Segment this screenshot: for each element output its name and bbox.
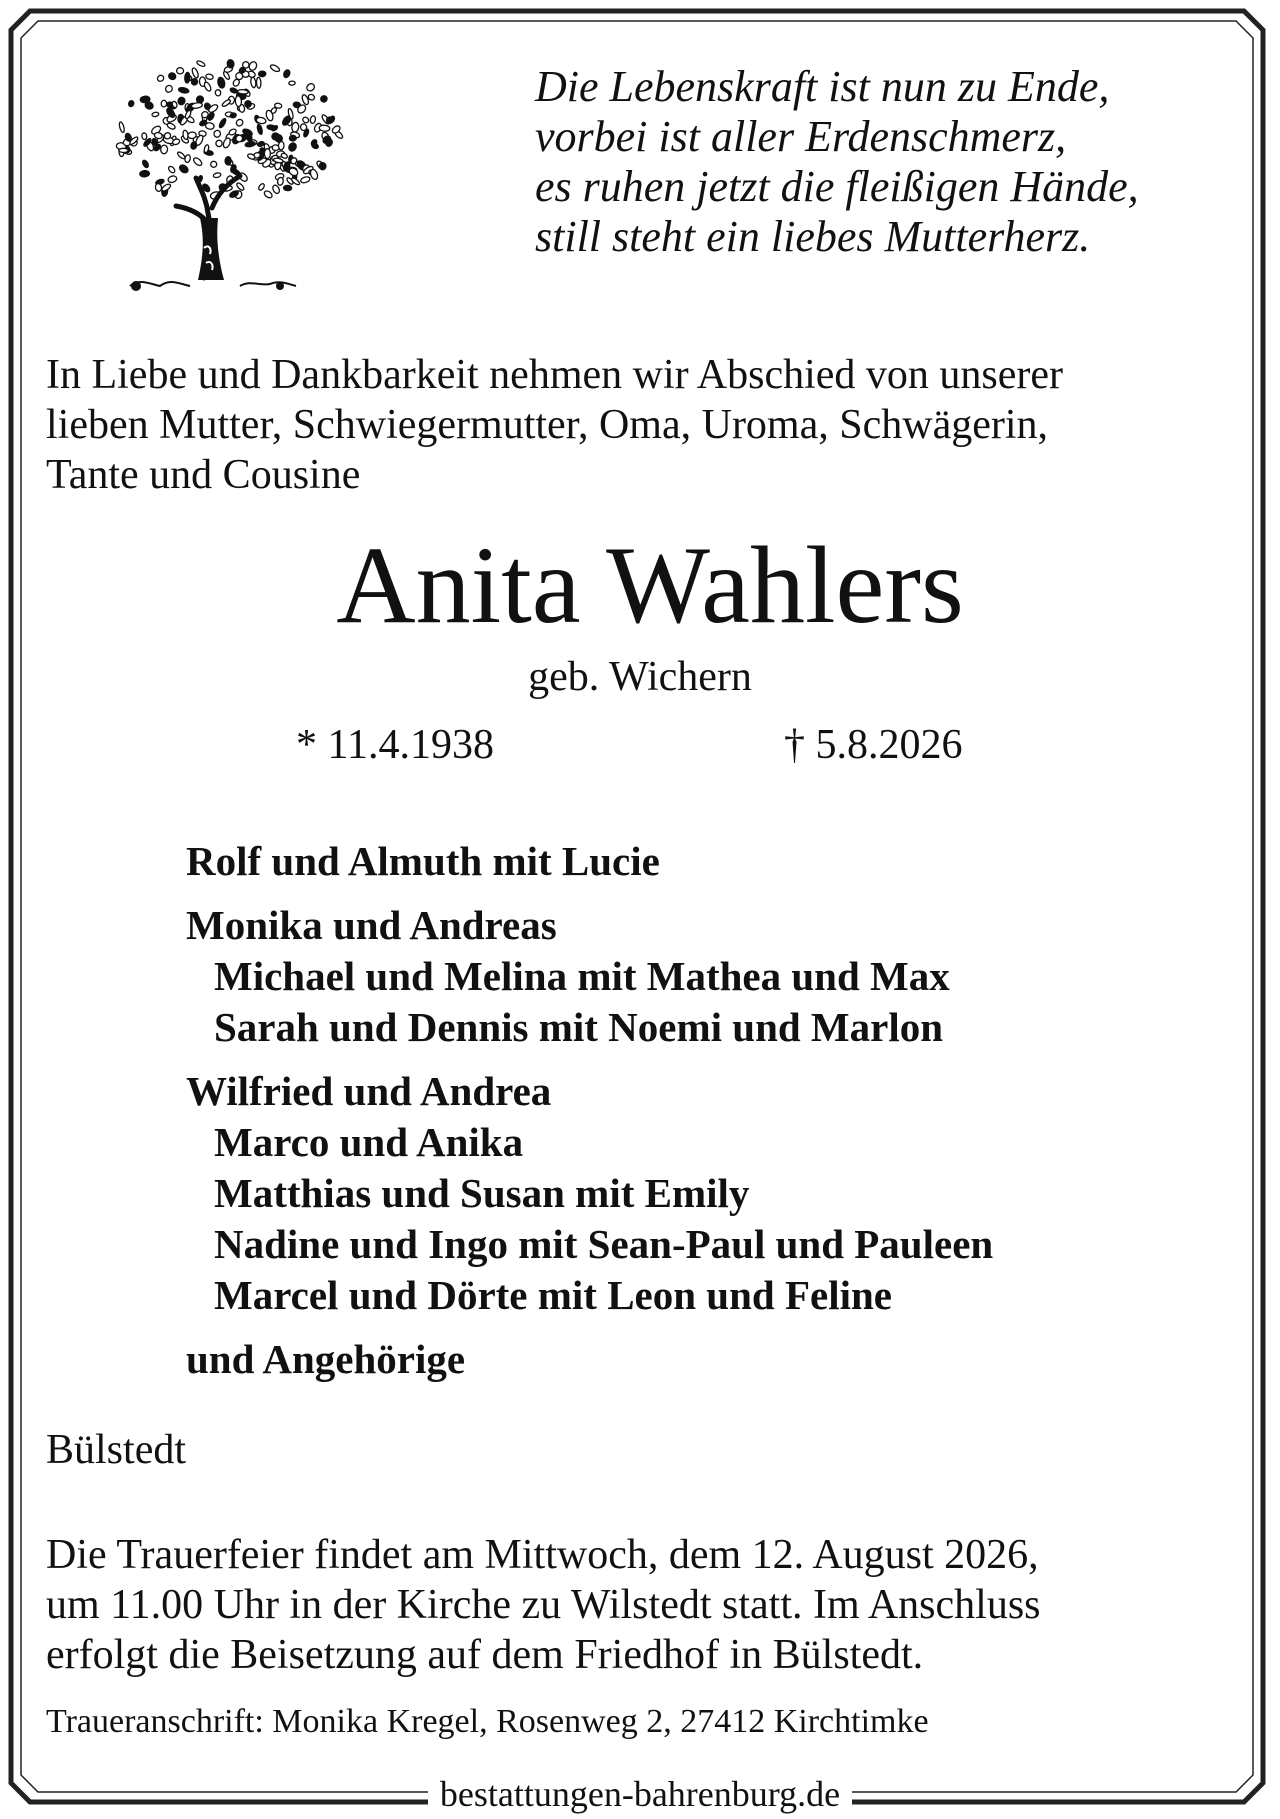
tree-leaf: [305, 82, 315, 92]
tree-leaf: [128, 100, 135, 107]
tree-leaf: [209, 160, 217, 168]
footer-website: bestattungen-bahrenburg.de: [428, 1774, 852, 1814]
tree-leaf: [310, 115, 316, 123]
footer: [0, 1772, 1280, 1816]
family-group: [186, 836, 993, 887]
tree-leaf: [222, 137, 232, 149]
tree-leaf: [213, 130, 221, 138]
family-group-head: Rolf und Almuth mit Lucie: [186, 838, 660, 884]
poem: [535, 62, 1139, 262]
tree-leaf: [140, 170, 150, 177]
tree-leaf: [275, 134, 283, 142]
tree-leaf: [289, 81, 296, 85]
tree-drawing: [100, 48, 360, 296]
tree-leaf: [250, 77, 256, 88]
tree-leaf: [215, 89, 221, 96]
family-closing: und Angehörige: [186, 1336, 466, 1382]
tree-leaf: [119, 148, 128, 152]
tree-leaf: [237, 89, 248, 94]
family-member: Marco und Anika: [214, 1119, 524, 1165]
tree-leaf: [177, 96, 186, 105]
tree-leaf: [300, 176, 311, 184]
tree-leaf: [118, 121, 125, 132]
place: Bülstedt: [46, 1427, 187, 1473]
tree-leaf: [302, 116, 310, 124]
tree-leaf: [203, 81, 212, 92]
tree-leaf: [156, 74, 164, 82]
tree-leaf: [167, 72, 176, 81]
ceremony-line: erfolgt die Beisetzung auf dem Friedhof in Bülstedt.: [46, 1632, 924, 1678]
tree-leaf: [167, 175, 177, 184]
tree-leaf: [280, 152, 288, 159]
ceremony-line: Die Trauerfeier findet am Mittwoch, dem 12. August 2026,: [46, 1532, 1039, 1578]
tree-leaf: [191, 67, 199, 78]
ceremony-text: [46, 1530, 1041, 1680]
tree-leaf: [196, 60, 206, 68]
tree-leaf: [221, 99, 231, 108]
tree-leaf: [259, 71, 266, 77]
death-date: † 5.8.2026: [784, 722, 963, 768]
intro-line: In Liebe und Dankbarkeit nehmen wir Abschied von unserer: [46, 352, 1064, 398]
family-group-head: Wilfried und Andrea: [186, 1068, 552, 1114]
tree-leaf: [141, 133, 147, 140]
tree-leaf: [274, 103, 282, 109]
poem-line: vorbei ist aller Erdenschmerz,: [535, 112, 1067, 161]
tree-leaf: [178, 163, 189, 174]
family-group: [186, 1066, 993, 1321]
tree-leaf: [140, 96, 150, 103]
tree-leaf: [161, 183, 172, 192]
ceremony-line: um 11.00 Uhr in der Kirche zu Wilstedt statt. Im Anschluss: [46, 1582, 1041, 1628]
tree-leaf: [236, 182, 245, 192]
tree-leaf: [205, 73, 213, 80]
family-member: Sarah und Dennis mit Noemi und Marlon: [214, 1004, 944, 1050]
tree-leaf: [287, 142, 297, 153]
tree-leaf: [311, 143, 319, 150]
tree-leaf: [164, 84, 173, 93]
tree-leaf: [277, 177, 284, 186]
tree-leaf: [217, 77, 226, 89]
tree-leaf: [319, 94, 328, 103]
tree-leaf: [258, 183, 266, 191]
intro-line: lieben Mutter, Schwiegermutter, Oma, Uroma, Schwägerin,: [46, 402, 1049, 448]
tree-icon: [100, 48, 360, 296]
tree-leaf: [272, 145, 279, 151]
tree-leaf: [319, 162, 326, 170]
tree-leaf: [256, 124, 263, 135]
tree-leaf: [187, 132, 196, 139]
intro-line: Tante und Cousine: [46, 452, 361, 498]
poem-line: Die Lebenskraft ist nun zu Ende,: [535, 62, 1110, 111]
tree-leaf: [184, 154, 191, 163]
tree-leaf: [213, 172, 221, 178]
tree-leaf: [152, 112, 159, 117]
family-group: [186, 900, 993, 1053]
tree-leaf: [166, 122, 176, 130]
tree-leaf: [283, 69, 291, 79]
tree-leaf: [291, 122, 299, 132]
tree-leaf: [319, 125, 330, 132]
poem-line: still steht ein liebes Mutterherz.: [535, 212, 1091, 261]
tree-leaf: [264, 149, 270, 159]
tree-leaf: [190, 141, 197, 150]
tree-leaf: [235, 96, 242, 107]
family-member: Nadine und Ingo mit Sean-Paul und Pauleen: [214, 1221, 994, 1267]
tree-leaf: [263, 190, 273, 200]
tree-leaf: [184, 72, 190, 83]
tree-leaf: [176, 67, 183, 74]
tree-leaf: [256, 77, 261, 88]
family-member: Matthias und Susan mit Emily: [214, 1170, 750, 1216]
tree-leaf: [142, 159, 150, 168]
tree-leaf: [235, 118, 244, 127]
tree-leaf: [269, 64, 280, 73]
tree-leaf: [192, 157, 203, 167]
family-member: Marcel und Dörte mit Leon und Feline: [214, 1272, 892, 1318]
tree-leaf: [225, 156, 231, 165]
intro-text: [46, 350, 1063, 500]
tree-leaf: [215, 140, 222, 147]
family-member: Michael und Melina mit Mathea und Max: [214, 953, 950, 999]
tree-leaf: [218, 118, 227, 129]
tree-leaf: [178, 87, 189, 94]
tree-leaf: [300, 123, 308, 131]
poem-line: es ruhen jetzt die fleißigen Hände,: [535, 162, 1139, 211]
tree-leaf: [161, 100, 167, 107]
birth-name: geb. Wichern: [528, 654, 752, 700]
tree-leaf: [309, 168, 319, 180]
tree-leaf: [205, 122, 215, 130]
tree-leaf: [167, 165, 176, 174]
tree-leaf: [160, 145, 168, 154]
tree-leaf: [289, 135, 296, 141]
tree-leaf: [283, 185, 291, 190]
mourning-address: Traueranschrift: Monika Kregel, Rosenweg 2, 27412 Kirchtimke: [46, 1703, 929, 1740]
birth-date: * 11.4.1938: [296, 722, 494, 768]
family-group-head: Monika und Andreas: [186, 902, 557, 948]
family-list: [186, 836, 993, 1385]
deceased-name: Anita Wahlers: [336, 524, 964, 646]
tree-leaf: [191, 78, 197, 85]
tree-leaf: [229, 87, 237, 94]
